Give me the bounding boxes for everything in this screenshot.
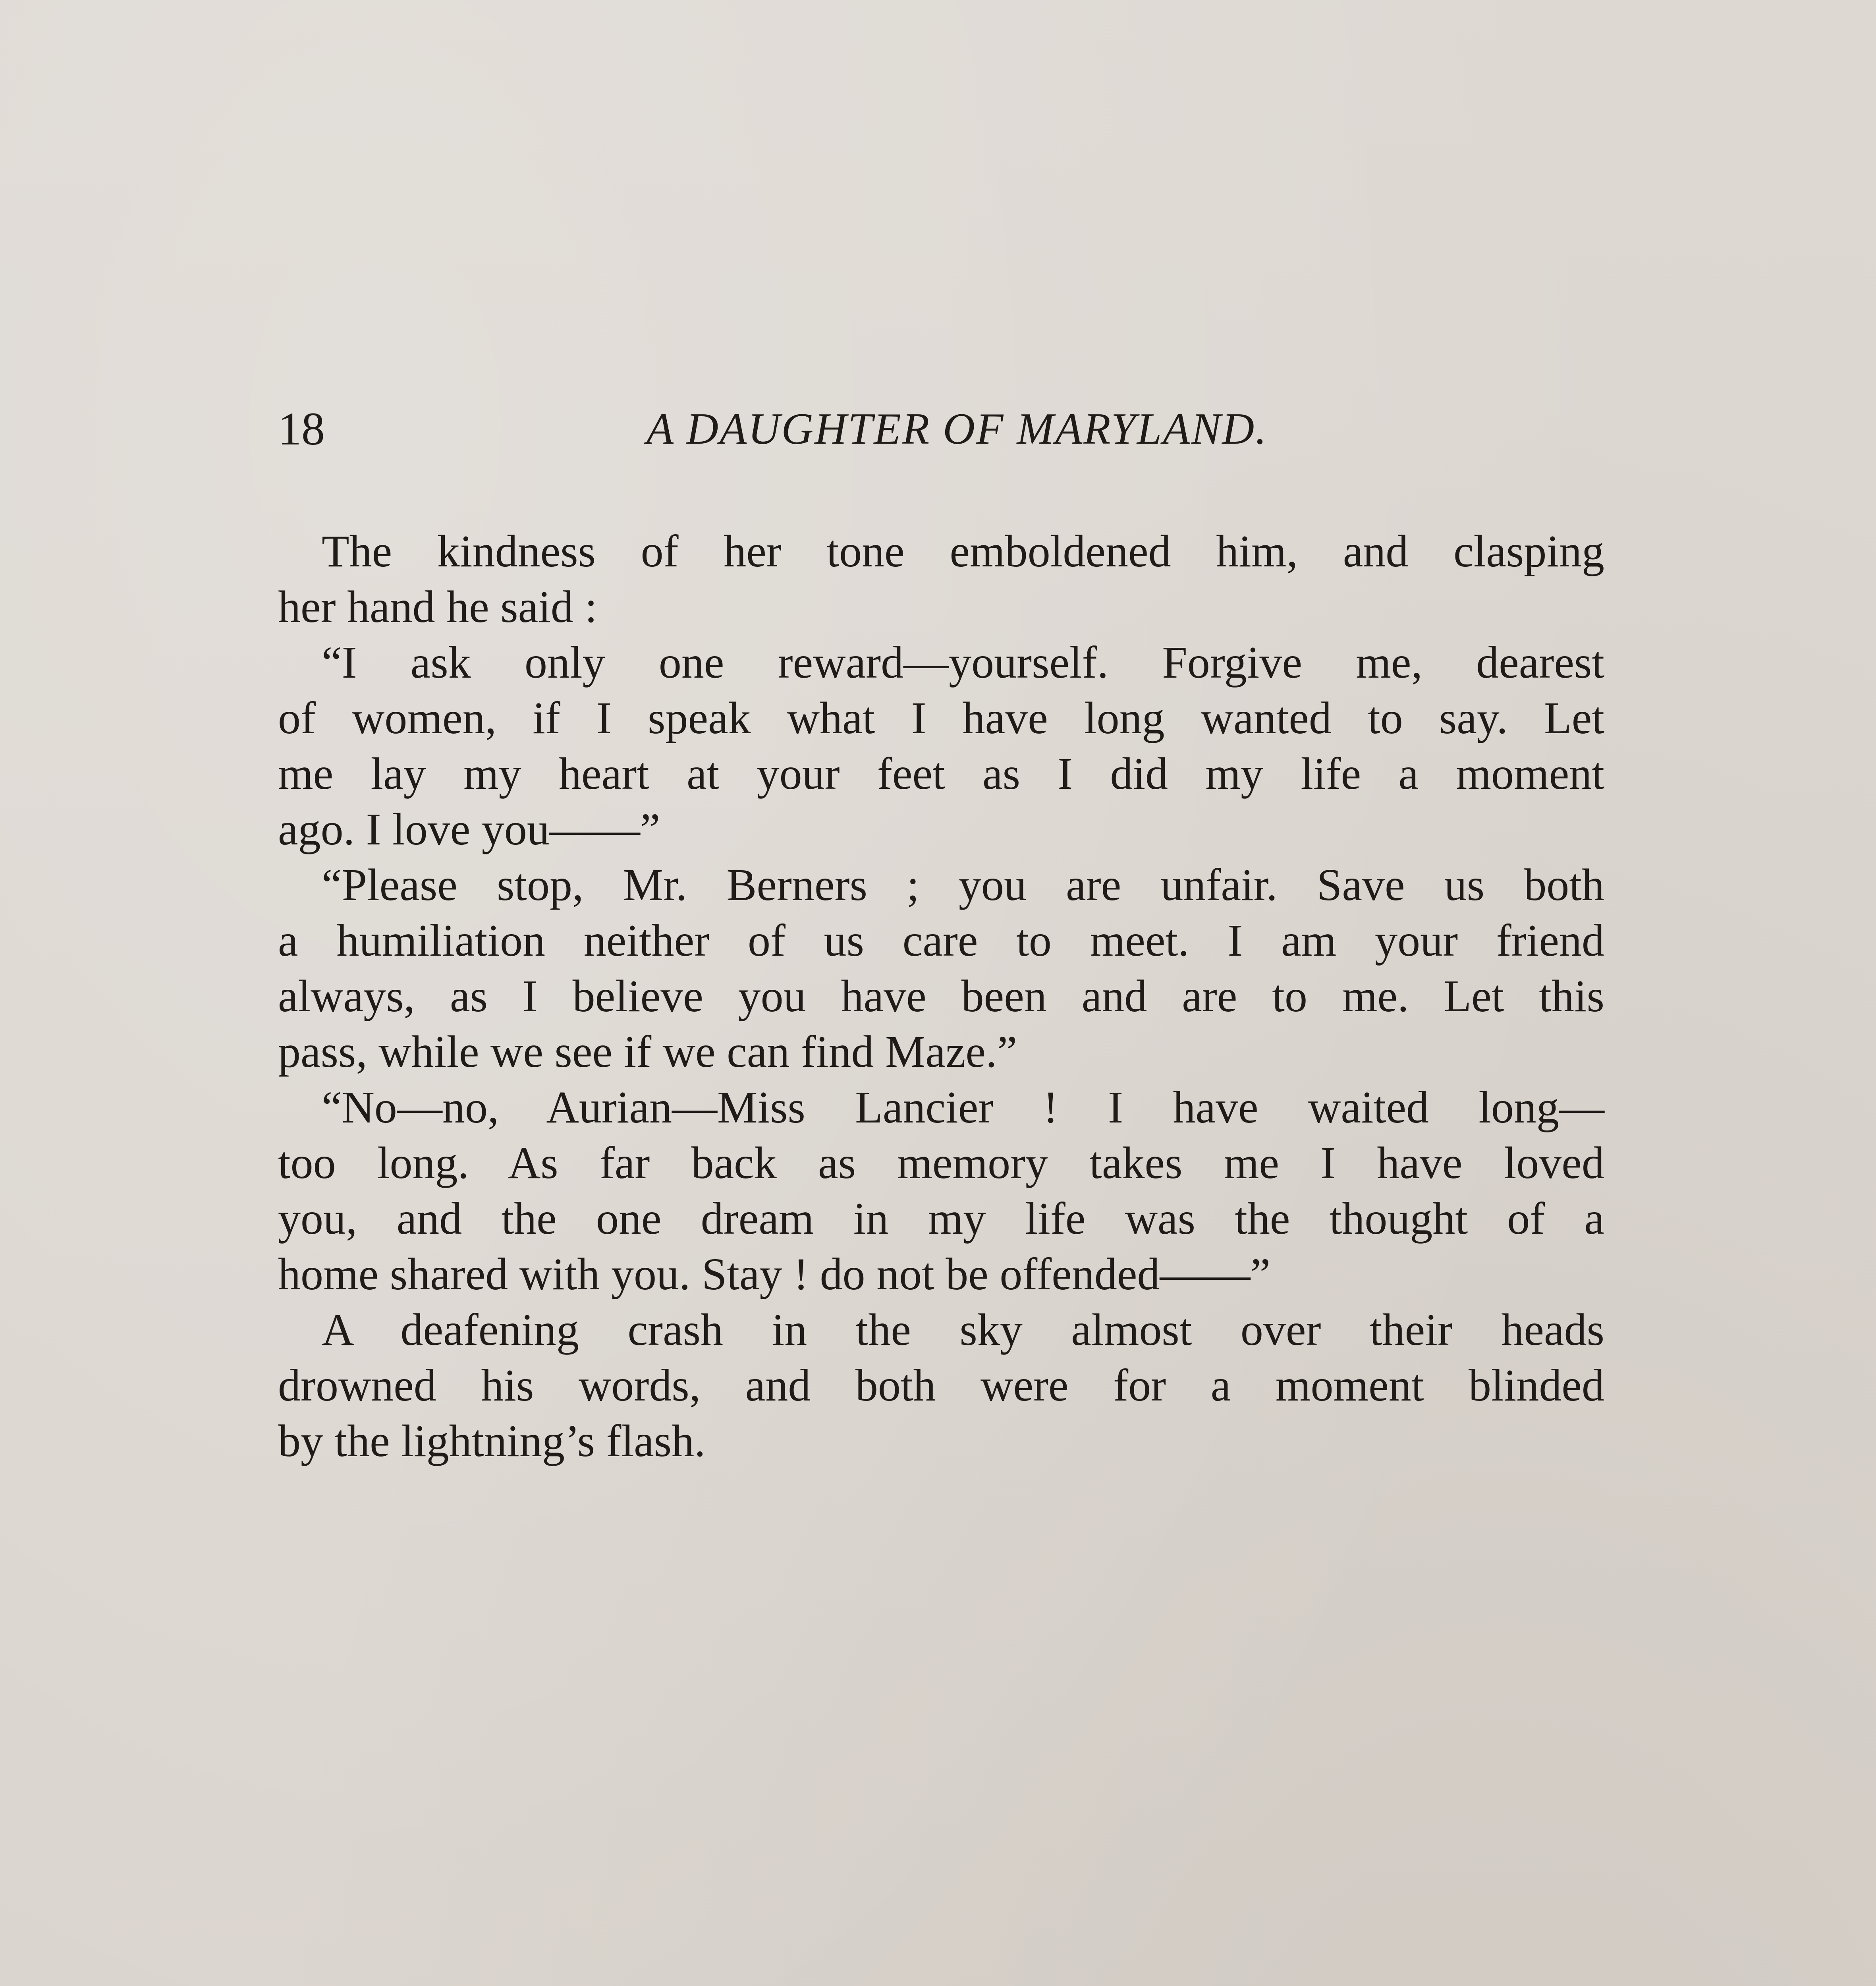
paragraph — [278, 524, 1604, 635]
text-line: by the lightning’s flash. — [278, 1416, 706, 1466]
text-line: The kindness of her tone emboldened him, and clasping — [322, 526, 1604, 576]
paragraph — [278, 857, 1604, 1080]
text-line: pass, while we see if we can find Maze.” — [278, 1026, 1017, 1077]
text-line: always, as I believe you have been and are to me. Let this — [278, 971, 1604, 1021]
text-line: A deafening crash in the sky almost over their heads — [322, 1304, 1604, 1355]
page-number: 18 — [278, 403, 325, 455]
text-line: of women, if I speak what I have long wanted to say. Let — [278, 693, 1604, 743]
paragraph — [278, 1080, 1604, 1302]
text-line: home shared with you. Stay ! do not be offended——” — [278, 1249, 1271, 1299]
text-line: a humiliation neither of us care to meet. I am your friend — [278, 915, 1604, 966]
text-line: you, and the one dream in my life was the thought of a — [278, 1193, 1604, 1244]
text-line: “No—no, Aurian—Miss Lancier ! I have waited long— — [322, 1082, 1604, 1132]
text-line: “I ask only one reward—yourself. Forgive me, dearest — [322, 637, 1604, 688]
text-line: me lay my heart at your feet as I did my life a moment — [278, 748, 1604, 799]
page-header — [278, 401, 1612, 457]
paragraph — [278, 635, 1604, 857]
body-text — [278, 524, 1604, 1469]
running-title: A DAUGHTER OF MARYLAND. — [646, 404, 1268, 454]
paragraph — [278, 1302, 1604, 1469]
text-line: ago. I love you——” — [278, 804, 660, 854]
text-line: “Please stop, Mr. Berners ; you are unfair. Save us both — [322, 860, 1604, 910]
text-line: too long. As far back as memory takes me I have loved — [278, 1138, 1604, 1188]
text-line: her hand he said : — [278, 582, 598, 632]
text-line: drowned his words, and both were for a moment blinded — [278, 1360, 1604, 1410]
